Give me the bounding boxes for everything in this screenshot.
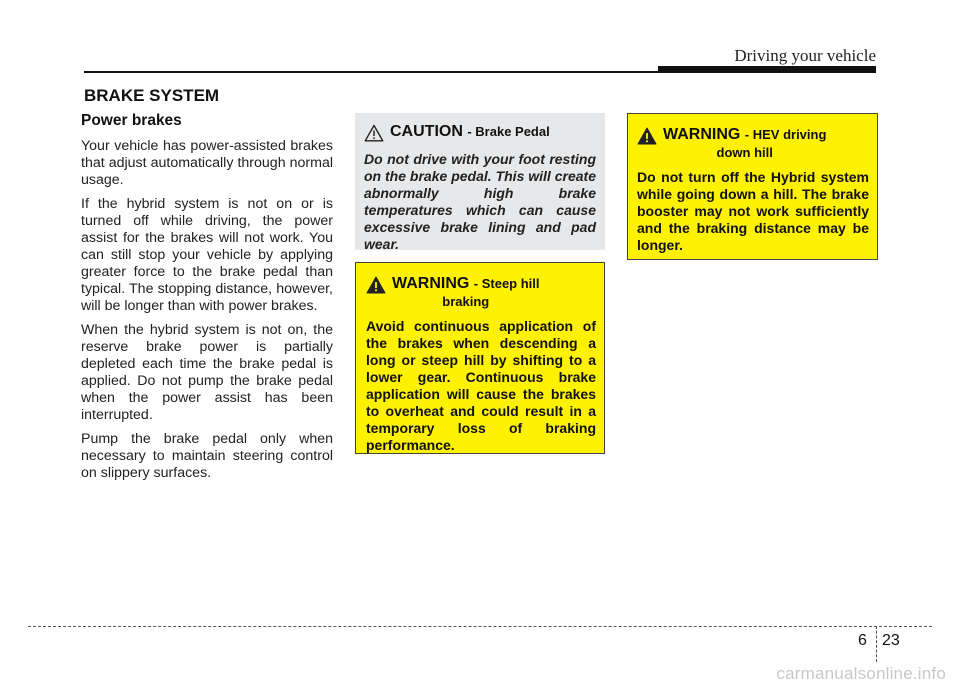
warning-hev-label: WARNING [663,126,741,143]
warning-steep-hill-subtitle: - Steep hill [473,276,540,291]
caution-header [364,123,596,142]
power-brakes-heading: Power brakes [81,112,182,129]
caution-subtitle: - Brake Pedal [467,124,550,139]
warning-triangle-icon [366,276,386,294]
header-chapter-title: Driving your vehicle [734,46,876,65]
caution-triangle-icon [364,124,384,142]
power-brakes-paragraph-4: Pump the brake pedal only when necessary to maintain steering control on slippery surfaces. [81,431,333,481]
section-title: BRAKE SYSTEM [84,86,220,105]
warning-steep-hill-body: Avoid continuous application of the brakes when descending a long or steep hill by shifting to a lower gear. Continuous brake application will cause the brakes to overheat and could result in a temporary loss of braking performance. [366,318,596,453]
caution-brake-pedal-box [355,113,605,250]
warning-steep-hill-box [355,262,605,454]
footer-page-number: 23 [882,632,900,649]
warning-triangle-icon [637,127,657,145]
watermark: carmanualsonline.info [776,664,946,683]
power-brakes-paragraph-1: Your vehicle has power-assisted brakes that adjust automatically through normal usage. [81,138,333,188]
footer-divider [876,626,877,662]
header-rule-accent [658,66,876,72]
warning-steep-hill-header [366,275,596,309]
warning-hev-box [627,113,878,260]
footer-rule [28,626,932,627]
warning-hev-subtitle: - HEV driving [744,127,827,142]
warning-steep-hill-subtitle-2: braking [442,294,490,309]
power-brakes-column [81,112,333,489]
caution-label: CAUTION [390,123,463,140]
warning-hev-body: Do not turn off the Hybrid system while going down a hill. The brake booster may not work sufficiently and the braking distance may be longer. [637,169,869,253]
footer-chapter-number: 6 [858,632,867,649]
caution-body: Do not drive with your foot resting on the brake pedal. This will create abnormally high brake temperatures which can cause excessive brake lining and pad wear. [364,151,596,252]
power-brakes-paragraph-3: When the hybrid system is not on, the reserve brake power is partially depleted each time the brake pedal is applied. Do not pump the brake pedal when the power assist has been interrupted. [81,322,333,423]
warning-hev-header [637,126,869,160]
power-brakes-paragraph-2: If the hybrid system is not on or is turned off while driving, the power assist for the brakes will not work. You can still stop your vehicle by applying greater force to the brake pedal than typical. The stopping distance, however, will be longer than with power brakes. [81,196,333,314]
warning-steep-hill-label: WARNING [392,275,470,292]
warning-hev-subtitle-2: down hill [716,145,773,160]
